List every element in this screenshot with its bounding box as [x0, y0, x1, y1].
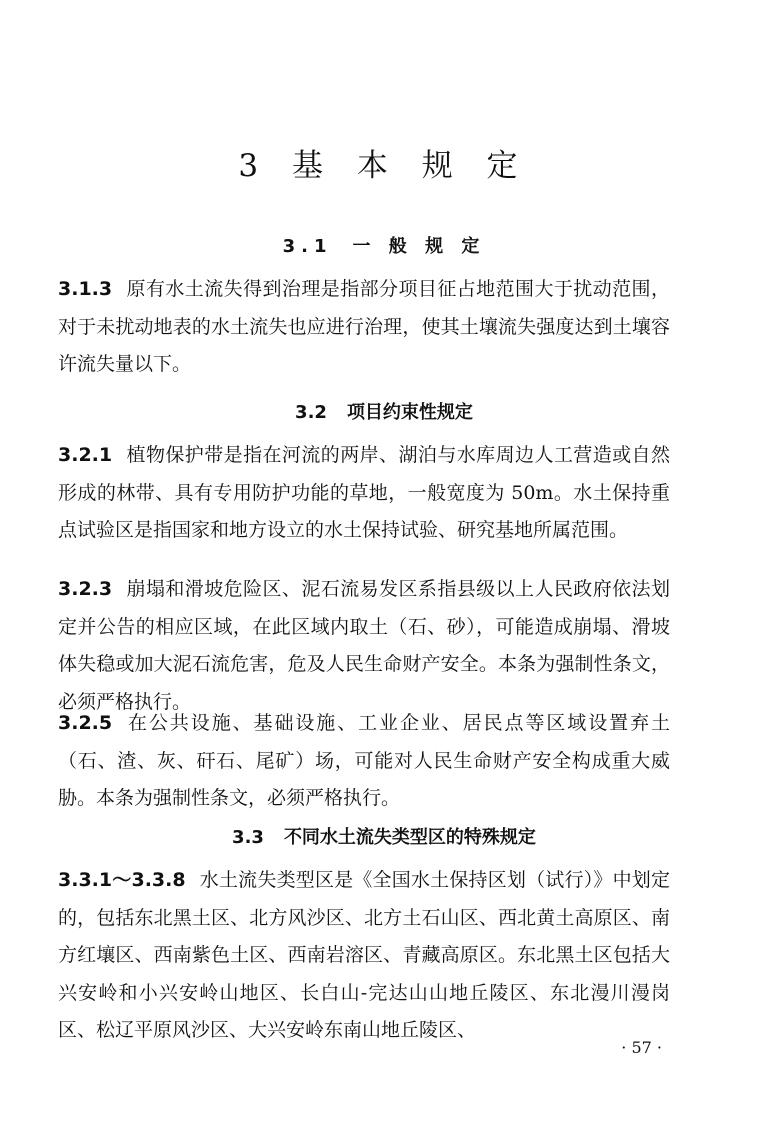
clause-text: 原有水土流失得到治理是指部分项目征占地范围大于扰动范围，对于未扰动地表的水土流失也应进行治理，使其土壤流失强度达到土壤容许流失量以下。	[58, 278, 670, 375]
page-number: · 57 ·	[621, 1038, 662, 1057]
clause-3-1-3	[58, 271, 670, 384]
clause-text: 崩塌和滑坡危险区、泥石流易发区系指县级以上人民政府依法划定并公告的相应区域，在此区域内取土（石、砂），可能造成崩塌、滑坡体失稳或加大泥石流危害，危及人民生命财产安全。本条为强制性条文，必须严格执行。	[58, 578, 670, 713]
clause-number: 3.2.3	[58, 578, 113, 600]
section-number: 3.3	[232, 827, 264, 848]
section-number: 3.1	[282, 236, 333, 257]
section-number: 3.2	[295, 402, 327, 423]
section-heading-3-1	[0, 232, 768, 258]
section-title: 一 般 规 定	[352, 236, 486, 257]
section-title: 项目约束性规定	[346, 402, 473, 423]
section-title: 不同水土流失类型区的特殊规定	[283, 827, 536, 848]
clause-3-3-1-to-3-3-8	[58, 862, 670, 1050]
section-heading-3-2	[0, 398, 768, 424]
clause-number: 3.2.5	[58, 712, 113, 734]
clause-3-2-3	[58, 571, 670, 721]
clause-text: 在公共设施、基础设施、工业企业、居民点等区域设置弃土（石、渣、灰、矸石、尾矿）场，可能对人民生命财产安全构成重大威胁。本条为强制性条文，必须严格执行。	[58, 712, 670, 809]
clause-3-2-5	[58, 705, 670, 818]
clause-number: 3.2.1	[58, 444, 113, 466]
clause-text: 水土流失类型区是《全国水土保持区划（试行）》中划定的，包括东北黑土区、北方风沙区、北方土石山区、西北黄土高原区、南方红壤区、西南紫色土区、西南岩溶区、青藏高原区。东北黑土区包括大兴安岭和小兴安岭山地区、长白山-完达山山地丘陵区、东北漫川漫岗区、松辽平原风沙区、大兴安岭东南山地丘陵区、	[58, 869, 670, 1041]
chapter-title: 3 基 本 规 定	[238, 148, 530, 184]
section-heading-3-3	[0, 823, 768, 849]
clause-text: 植物保护带是指在河流的两岸、湖泊与水库周边人工营造或自然形成的林带、具有专用防护功能的草地，一般宽度为 50m。水土保持重点试验区是指国家和地方设立的水土保持试验、研究基地所属范围。	[58, 444, 670, 541]
clause-number: 3.3.1～3.3.8	[58, 869, 186, 891]
clause-3-2-1	[58, 437, 670, 550]
clause-number: 3.1.3	[58, 278, 113, 300]
